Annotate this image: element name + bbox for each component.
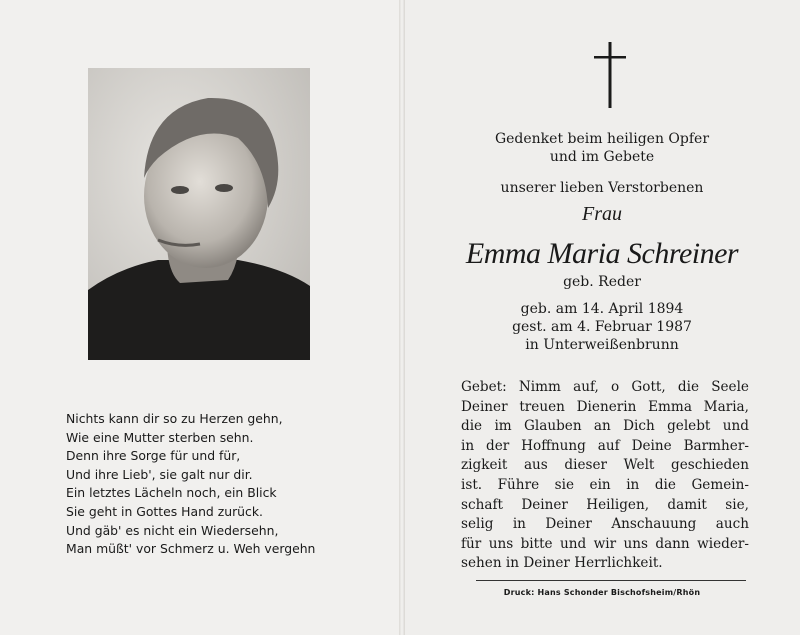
poem-line: Wie eine Mutter sterben sehn. bbox=[66, 429, 254, 445]
prayer-word: Anschauung bbox=[611, 516, 697, 533]
poem-line: Denn ihre Sorge für und für, bbox=[66, 448, 241, 464]
prayer-word: wieder- bbox=[697, 535, 749, 552]
memorial-intro bbox=[404, 130, 800, 166]
memorial-line-3: unserer lieben Verstorbenen bbox=[500, 180, 704, 196]
prayer-word: Maria, bbox=[703, 398, 749, 415]
poem-line: Sie geht in Gottes Hand zurück. bbox=[66, 503, 263, 519]
prayer-word: Gemein- bbox=[691, 476, 749, 493]
prayer-word: uns bbox=[623, 535, 648, 552]
prayer-word: dieser bbox=[564, 457, 608, 474]
prayer-word: auf bbox=[597, 437, 620, 454]
prayer-word: Seele bbox=[711, 379, 749, 395]
prayer-word: auch bbox=[715, 516, 749, 533]
prayer-word: sie, bbox=[725, 496, 749, 513]
deceased-name: Emma Maria Schreiner bbox=[465, 237, 739, 270]
prayer-word: für bbox=[461, 535, 482, 552]
prayer-word: Hoffnung bbox=[521, 437, 586, 454]
prayer bbox=[461, 378, 749, 574]
poem-line: Nichts kann dir so zu Herzen gehn, bbox=[66, 411, 283, 426]
divider bbox=[476, 580, 746, 581]
prayer-word: schaft bbox=[461, 496, 503, 513]
poem bbox=[66, 410, 315, 559]
prayer-line bbox=[461, 496, 749, 516]
prayer-word: dann bbox=[655, 535, 690, 552]
prayer-word: die bbox=[677, 379, 699, 395]
prayer-word: ist. bbox=[461, 476, 483, 493]
prayer-line bbox=[461, 535, 749, 555]
death-date: gest. am 4. Februar 1987 bbox=[512, 319, 692, 335]
prayer-line bbox=[461, 398, 749, 418]
prayer-word: o bbox=[611, 379, 620, 395]
prayer-line-text: sehen in Deiner Herrlichkeit. bbox=[461, 555, 663, 572]
death-place: in Unterweißenbrunn bbox=[525, 337, 679, 353]
prayer-word: der bbox=[486, 437, 510, 454]
birth-date: geb. am 14. April 1894 bbox=[520, 301, 684, 317]
prayer-word: Deine bbox=[631, 437, 672, 454]
prayer-word: gelebt bbox=[667, 418, 711, 435]
prayer-word: Gebet: bbox=[461, 379, 507, 395]
prayer-word: zigkeit bbox=[461, 457, 508, 474]
prayer-word: selig bbox=[461, 516, 494, 533]
prayer-word: und bbox=[560, 535, 587, 552]
prayer-word: Deiner bbox=[545, 516, 592, 533]
prayer-line bbox=[461, 417, 749, 437]
prayer-word: wir bbox=[593, 535, 617, 552]
printer-credit: Druck: Hans Schonder Bischofsheim/Rhön bbox=[503, 588, 701, 597]
prayer-word: ein bbox=[589, 476, 611, 493]
prayer-word: bitte bbox=[520, 535, 553, 552]
prayer-line bbox=[461, 456, 749, 476]
cross-icon bbox=[594, 42, 626, 108]
prayer-word: in bbox=[512, 516, 526, 533]
prayer-word: geschieden bbox=[671, 457, 749, 474]
prayer-word: die bbox=[461, 418, 483, 435]
portrait-photo bbox=[88, 68, 310, 360]
prayer-word: Welt bbox=[623, 457, 655, 474]
prayer-word: und bbox=[722, 418, 749, 435]
prayer-word: Deiner bbox=[521, 496, 568, 513]
prayer-word: die bbox=[654, 476, 676, 493]
prayer-word: aus bbox=[523, 457, 548, 474]
poem-line: Ein letztes Lächeln noch, ein Blick bbox=[66, 485, 277, 501]
life-dates bbox=[404, 300, 800, 354]
prayer-word: in bbox=[626, 476, 640, 493]
prayer-line bbox=[461, 554, 749, 574]
prayer-word: Führe bbox=[497, 476, 540, 493]
prayer-line bbox=[461, 515, 749, 535]
prayer-word: Dienerin bbox=[576, 398, 637, 415]
prayer-word: in bbox=[461, 437, 475, 454]
memorial-line-1: Gedenket beim heiligen Opfer bbox=[494, 131, 710, 147]
prayer-word: im bbox=[494, 418, 512, 435]
poem-line: Man müßt' vor Schmerz u. Weh vergehn bbox=[66, 541, 316, 557]
maiden-name: geb. Reder bbox=[563, 274, 641, 290]
prayer-word: Deiner bbox=[461, 398, 508, 415]
prayer-word: uns bbox=[488, 535, 514, 552]
prayer-word: Barmher- bbox=[683, 437, 749, 454]
prayer-word: Glauben bbox=[524, 418, 582, 435]
prayer-word: treuen bbox=[519, 398, 565, 415]
prayer-word: Gott, bbox=[631, 379, 666, 395]
prayer-word: damit bbox=[667, 496, 707, 513]
poem-line: Und gäb' es nicht ein Wiedersehn, bbox=[66, 522, 279, 538]
poem-line: Und ihre Lieb', sie galt nur dir. bbox=[66, 466, 253, 482]
prayer-line bbox=[461, 378, 749, 398]
prayer-word: auf, bbox=[573, 379, 599, 395]
prayer-word: Heiligen, bbox=[586, 496, 650, 513]
prayer-word: Emma bbox=[648, 398, 692, 415]
honorific: Frau bbox=[582, 203, 622, 225]
memorial-line-2: und im Gebete bbox=[549, 149, 655, 165]
prayer-line bbox=[461, 437, 749, 457]
prayer-word: an bbox=[593, 418, 611, 435]
prayer-word: sie bbox=[554, 476, 575, 493]
prayer-word: Dich bbox=[623, 418, 655, 435]
prayer-line bbox=[461, 476, 749, 496]
prayer-word: Nimm bbox=[518, 379, 561, 395]
